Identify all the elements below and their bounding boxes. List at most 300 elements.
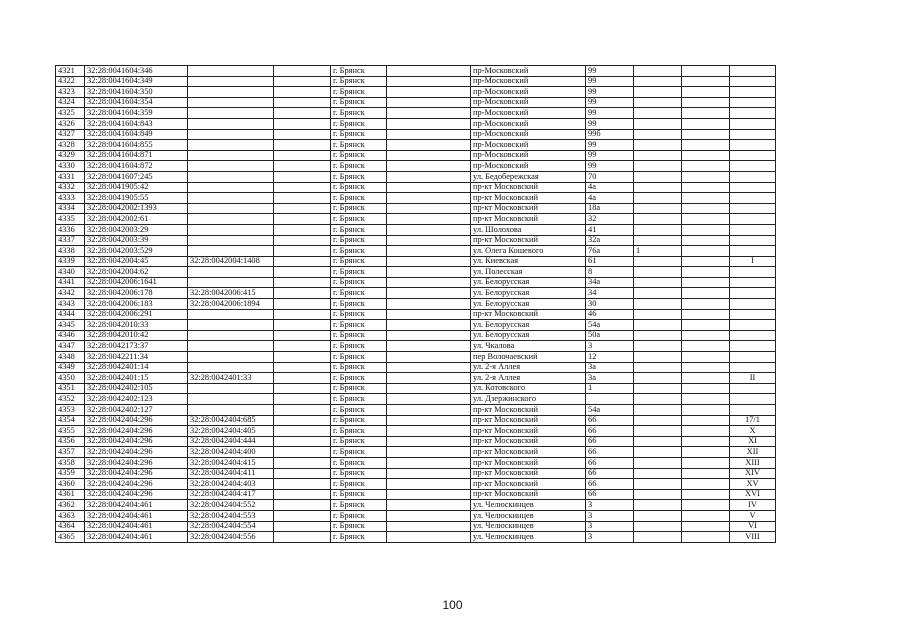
table-cell — [387, 193, 471, 204]
table-cell: 4322 — [56, 76, 85, 87]
table-cell: 4339 — [56, 256, 85, 267]
table-cell — [188, 383, 274, 394]
table-cell: 32:28:0042002:1393 — [85, 203, 188, 214]
table-row — [56, 436, 776, 447]
table-cell — [634, 108, 682, 119]
table-cell: 32:28:0042402:123 — [85, 394, 188, 405]
table-cell — [682, 235, 730, 246]
table-cell — [274, 193, 331, 204]
table-cell: 4333 — [56, 193, 85, 204]
table-row — [56, 214, 776, 225]
table-row — [56, 394, 776, 405]
table-cell — [387, 521, 471, 532]
table-cell — [188, 76, 274, 87]
table-cell — [682, 352, 730, 363]
table-cell — [274, 489, 331, 500]
table-cell — [634, 193, 682, 204]
table-cell — [387, 214, 471, 225]
table-cell — [682, 246, 730, 257]
table-cell — [188, 341, 274, 352]
table-cell: 32:28:0041905:42 — [85, 182, 188, 193]
table-cell — [188, 309, 274, 320]
table-cell: г. Брянск — [331, 277, 387, 288]
table-cell: г. Брянск — [331, 224, 387, 235]
table-cell: 66 — [586, 426, 634, 437]
table-cell: 66 — [586, 415, 634, 426]
table-cell — [634, 394, 682, 405]
table-cell — [730, 140, 776, 151]
table-cell — [730, 246, 776, 257]
table-cell: 32:28:0042404:444 — [188, 436, 274, 447]
table-cell: 4355 — [56, 426, 85, 437]
table-cell: г. Брянск — [331, 510, 387, 521]
table-row — [56, 108, 776, 119]
table-cell: ул. Белорусская — [471, 277, 586, 288]
table-cell — [274, 108, 331, 119]
table-cell: 99 — [586, 108, 634, 119]
table-cell: XV — [730, 479, 776, 490]
table-cell — [682, 373, 730, 384]
table-cell — [634, 436, 682, 447]
table-cell — [274, 341, 331, 352]
table-cell: г. Брянск — [331, 362, 387, 373]
table-cell: 46 — [586, 309, 634, 320]
table-cell: 4343 — [56, 299, 85, 310]
table-cell: г. Брянск — [331, 352, 387, 363]
table-cell: 4329 — [56, 150, 85, 161]
table-cell: пр-кт Московский — [471, 447, 586, 458]
table-cell: ул. Полесская — [471, 267, 586, 278]
table-cell: 54а — [586, 405, 634, 416]
table-cell — [730, 214, 776, 225]
table-cell — [274, 214, 331, 225]
table-cell — [188, 66, 274, 77]
table-cell: г. Брянск — [331, 108, 387, 119]
table-cell — [682, 150, 730, 161]
table-cell — [387, 415, 471, 426]
table-cell — [387, 500, 471, 511]
table-cell — [274, 415, 331, 426]
table-cell — [634, 532, 682, 543]
table-cell: 32:28:0042002:61 — [85, 214, 188, 225]
table-cell — [634, 383, 682, 394]
table-cell: 66 — [586, 479, 634, 490]
table-cell — [730, 108, 776, 119]
table-cell: 32:28:0042404:296 — [85, 468, 188, 479]
table-cell — [387, 256, 471, 267]
table-cell — [274, 330, 331, 341]
table-cell — [730, 161, 776, 172]
table-cell — [274, 235, 331, 246]
table-cell: 4341 — [56, 277, 85, 288]
table-cell: г. Брянск — [331, 288, 387, 299]
table-cell — [387, 246, 471, 257]
table-cell — [730, 87, 776, 98]
table-row — [56, 447, 776, 458]
table-cell — [634, 129, 682, 140]
table-cell — [274, 87, 331, 98]
table-cell: пр-кт Московский — [471, 214, 586, 225]
table-row — [56, 362, 776, 373]
table-cell: г. Брянск — [331, 489, 387, 500]
table-cell: 18а — [586, 203, 634, 214]
table-cell — [387, 489, 471, 500]
table-row — [56, 87, 776, 98]
table-cell — [274, 521, 331, 532]
table-row — [56, 330, 776, 341]
table-cell: 32:28:0042404:685 — [188, 415, 274, 426]
table-cell: 50а — [586, 330, 634, 341]
table-cell: пр-кт Московский — [471, 405, 586, 416]
table-cell — [682, 277, 730, 288]
table-cell — [634, 224, 682, 235]
table-cell: г. Брянск — [331, 66, 387, 77]
table-cell: X — [730, 426, 776, 437]
table-cell — [274, 182, 331, 193]
table-cell — [682, 532, 730, 543]
table-cell — [387, 373, 471, 384]
table-cell — [274, 256, 331, 267]
table-cell — [387, 341, 471, 352]
table-cell: пр-кт Московский — [471, 457, 586, 468]
table-cell — [387, 394, 471, 405]
table-cell — [188, 140, 274, 151]
table-cell — [682, 436, 730, 447]
table-cell: г. Брянск — [331, 309, 387, 320]
table-cell — [387, 203, 471, 214]
table-cell — [274, 479, 331, 490]
table-cell — [730, 362, 776, 373]
table-cell — [634, 500, 682, 511]
table-cell — [682, 362, 730, 373]
table-cell: 4365 — [56, 532, 85, 543]
table-cell: 4362 — [56, 500, 85, 511]
table-cell — [387, 66, 471, 77]
table-cell: 32а — [586, 235, 634, 246]
table-row — [56, 479, 776, 490]
table-cell: 32:28:0042404:296 — [85, 436, 188, 447]
table-cell — [634, 362, 682, 373]
table-cell — [682, 129, 730, 140]
table-cell — [634, 373, 682, 384]
table-cell — [274, 457, 331, 468]
table-cell — [274, 352, 331, 363]
table-cell — [387, 362, 471, 373]
table-cell — [274, 129, 331, 140]
table-row — [56, 76, 776, 87]
table-cell: г. Брянск — [331, 436, 387, 447]
table-cell — [682, 256, 730, 267]
table-cell: г. Брянск — [331, 394, 387, 405]
table-cell: 32:28:0042211:34 — [85, 352, 188, 363]
table-cell — [274, 405, 331, 416]
table-cell: 32:28:0042401:33 — [188, 373, 274, 384]
table-cell: 32:28:0041604:855 — [85, 140, 188, 151]
table-cell: пр-кт Московский — [471, 203, 586, 214]
table-cell: 32:28:0042404:461 — [85, 510, 188, 521]
table-cell: 32:28:0042402:127 — [85, 405, 188, 416]
table-cell — [634, 510, 682, 521]
table-cell — [634, 161, 682, 172]
table-cell: 66 — [586, 436, 634, 447]
table-cell: ул. Белорусская — [471, 288, 586, 299]
table-cell: 32:28:0041905:55 — [85, 193, 188, 204]
table-row — [56, 193, 776, 204]
table-cell: 3а — [586, 373, 634, 384]
table-cell — [634, 214, 682, 225]
table-cell — [682, 510, 730, 521]
table-cell: 99 — [586, 87, 634, 98]
table-cell — [387, 97, 471, 108]
table-cell: 8 — [586, 267, 634, 278]
table-cell — [634, 140, 682, 151]
table-cell — [730, 171, 776, 182]
table-cell: г. Брянск — [331, 256, 387, 267]
table-row — [56, 426, 776, 437]
table-cell: 32:28:0042404:411 — [188, 468, 274, 479]
table-cell — [730, 330, 776, 341]
table-cell: 32:28:0042404:296 — [85, 447, 188, 458]
table-cell — [634, 150, 682, 161]
table-cell — [387, 161, 471, 172]
table-cell — [274, 97, 331, 108]
table-cell: пр-Московский — [471, 150, 586, 161]
table-cell: г. Брянск — [331, 479, 387, 490]
table-cell — [274, 436, 331, 447]
table-cell: г. Брянск — [331, 383, 387, 394]
table-cell: ул. Челюскинцев — [471, 532, 586, 543]
table-cell: 3 — [586, 341, 634, 352]
table-row — [56, 97, 776, 108]
table-cell: 32:28:0042004:45 — [85, 256, 188, 267]
table-cell: 32:28:0042404:405 — [188, 426, 274, 437]
table-cell — [634, 299, 682, 310]
table-cell: г. Брянск — [331, 246, 387, 257]
table-cell: 32:28:0042003:39 — [85, 235, 188, 246]
table-cell — [387, 510, 471, 521]
table-cell — [682, 457, 730, 468]
table-cell — [188, 193, 274, 204]
table-cell — [387, 309, 471, 320]
table-cell: 32:28:0042402:105 — [85, 383, 188, 394]
table-cell: 4351 — [56, 383, 85, 394]
table-cell: 32:28:0041604:350 — [85, 87, 188, 98]
table-cell: 3 — [586, 510, 634, 521]
table-cell: ул. Шолохова — [471, 224, 586, 235]
table-cell: 32:28:0042003:29 — [85, 224, 188, 235]
table-cell — [188, 214, 274, 225]
table-cell — [274, 150, 331, 161]
table-cell — [730, 320, 776, 331]
table-cell: пр-Московский — [471, 108, 586, 119]
table-cell: 32:28:0042003:529 — [85, 246, 188, 257]
table-cell: 32:28:0042006:1641 — [85, 277, 188, 288]
table-cell: 4357 — [56, 447, 85, 458]
table-cell — [274, 500, 331, 511]
table-cell — [188, 97, 274, 108]
table-cell: 4а — [586, 182, 634, 193]
table-cell — [682, 161, 730, 172]
table-cell: V — [730, 510, 776, 521]
table-cell — [274, 267, 331, 278]
table-cell — [682, 415, 730, 426]
table-row — [56, 288, 776, 299]
table-cell: 4335 — [56, 214, 85, 225]
table-cell — [634, 479, 682, 490]
table-cell: 4328 — [56, 140, 85, 151]
table-cell: пр-кт Московский — [471, 309, 586, 320]
table-cell — [634, 447, 682, 458]
table-cell: 3 — [586, 532, 634, 543]
table-cell: г. Брянск — [331, 193, 387, 204]
table-cell: 4348 — [56, 352, 85, 363]
table-cell — [682, 87, 730, 98]
table-row — [56, 468, 776, 479]
table-cell: г. Брянск — [331, 532, 387, 543]
table-cell: 1 — [586, 383, 634, 394]
table-cell: ул. Олега Кошевого — [471, 246, 586, 257]
table-cell — [387, 150, 471, 161]
table-cell — [274, 161, 331, 172]
table-cell — [188, 108, 274, 119]
table-cell — [634, 320, 682, 331]
table-cell: пр-кт Московский — [471, 415, 586, 426]
table-cell: 32:28:0041604:349 — [85, 76, 188, 87]
table-row — [56, 246, 776, 257]
table-cell — [274, 394, 331, 405]
table-cell — [274, 320, 331, 331]
table-cell: 32:28:0042404:296 — [85, 489, 188, 500]
table-cell: 4331 — [56, 171, 85, 182]
table-cell: г. Брянск — [331, 129, 387, 140]
table-cell — [682, 341, 730, 352]
table-cell — [387, 320, 471, 331]
table-cell — [274, 447, 331, 458]
table-row — [56, 150, 776, 161]
table-cell: г. Брянск — [331, 171, 387, 182]
table-row — [56, 161, 776, 172]
table-cell: 66 — [586, 468, 634, 479]
table-cell: пр-кт Московский — [471, 489, 586, 500]
table-cell — [387, 277, 471, 288]
table-cell: 32:28:0042006:183 — [85, 299, 188, 310]
table-cell — [387, 267, 471, 278]
table-cell: 32:28:0042404:400 — [188, 447, 274, 458]
table-cell: 4363 — [56, 510, 85, 521]
table-cell: VIII — [730, 532, 776, 543]
table-row — [56, 66, 776, 77]
table-cell: г. Брянск — [331, 267, 387, 278]
table-cell: пр-кт Московский — [471, 426, 586, 437]
table-cell — [188, 235, 274, 246]
table-cell — [634, 405, 682, 416]
table-cell: 4360 — [56, 479, 85, 490]
table-cell: VI — [730, 521, 776, 532]
table-cell: 32:28:0042401:15 — [85, 373, 188, 384]
table-cell: г. Брянск — [331, 521, 387, 532]
table-cell: 4337 — [56, 235, 85, 246]
table-cell — [274, 288, 331, 299]
table-cell — [682, 182, 730, 193]
table-cell: 32:28:0042404:552 — [188, 500, 274, 511]
table-cell — [274, 224, 331, 235]
table-cell: 4327 — [56, 129, 85, 140]
table-cell: ул. Челюскинцев — [471, 521, 586, 532]
table-cell — [387, 182, 471, 193]
table-cell — [634, 277, 682, 288]
table-cell: 4345 — [56, 320, 85, 331]
page-number: 100 — [442, 598, 463, 612]
table-cell — [188, 277, 274, 288]
table-cell — [682, 171, 730, 182]
table-cell: 32:28:0042404:296 — [85, 415, 188, 426]
table-cell: пр-Московский — [471, 118, 586, 129]
table-cell: 32:28:0041604:354 — [85, 97, 188, 108]
table-cell: ул. Киевская — [471, 256, 586, 267]
table-cell: пр-Московский — [471, 76, 586, 87]
table-cell: 32:28:0042404:461 — [85, 500, 188, 511]
table-cell: 99 — [586, 150, 634, 161]
table-cell — [730, 288, 776, 299]
table-cell — [682, 383, 730, 394]
table-cell: 4346 — [56, 330, 85, 341]
table-cell: г. Брянск — [331, 373, 387, 384]
table-cell: ул. Челюскинцев — [471, 510, 586, 521]
table-cell — [730, 97, 776, 108]
table-cell: 4361 — [56, 489, 85, 500]
table-cell — [682, 521, 730, 532]
table-cell — [682, 405, 730, 416]
table-cell: 32:28:0041604:346 — [85, 66, 188, 77]
table-cell: 4344 — [56, 309, 85, 320]
table-cell — [634, 118, 682, 129]
table-row — [56, 171, 776, 182]
table-cell — [634, 87, 682, 98]
table-cell — [634, 256, 682, 267]
table-cell: XII — [730, 447, 776, 458]
table-cell — [188, 405, 274, 416]
table-row — [56, 140, 776, 151]
table-cell — [586, 394, 634, 405]
table-cell: г. Брянск — [331, 235, 387, 246]
table-cell — [634, 341, 682, 352]
table-cell — [387, 426, 471, 437]
table-cell — [188, 150, 274, 161]
table-cell — [730, 309, 776, 320]
table-cell: ул. 2-я Аллея — [471, 362, 586, 373]
table-cell — [274, 76, 331, 87]
table-cell: г. Брянск — [331, 150, 387, 161]
table-cell: I — [730, 256, 776, 267]
table-cell: 4а — [586, 193, 634, 204]
table-cell: пр-кт Московский — [471, 235, 586, 246]
table-cell: 32:28:0041604:359 — [85, 108, 188, 119]
table-cell: 99 — [586, 161, 634, 172]
table-cell: 4325 — [56, 108, 85, 119]
table-cell — [682, 330, 730, 341]
table-cell — [274, 140, 331, 151]
table-cell — [682, 193, 730, 204]
table-cell: 66 — [586, 489, 634, 500]
table-cell: 32:28:0042404:296 — [85, 479, 188, 490]
table-cell — [274, 426, 331, 437]
table-cell — [634, 426, 682, 437]
table-cell — [188, 394, 274, 405]
table-cell: XIV — [730, 468, 776, 479]
table-cell — [274, 299, 331, 310]
table-cell — [634, 415, 682, 426]
table-cell: г. Брянск — [331, 97, 387, 108]
